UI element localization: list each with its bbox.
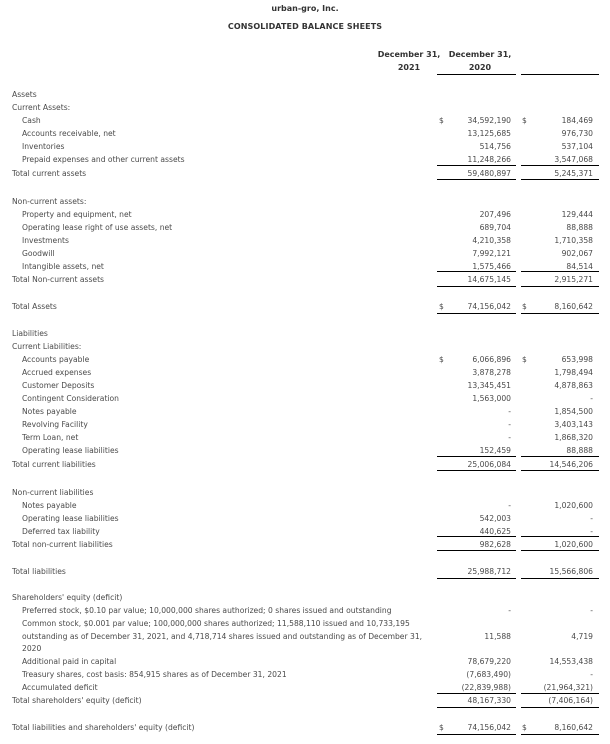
value-2020: - bbox=[590, 606, 593, 615]
table-row-total-liabilities bbox=[0, 566, 610, 578]
column-header-2020-line2: 2020 bbox=[468, 63, 492, 72]
row-label: Preferred stock, $0.10 par value; 10,000,000 shares authorized; 0 shares issued and outstanding bbox=[22, 606, 392, 615]
table-row-noncurrent-liabilities bbox=[0, 487, 610, 499]
row-label: Total liabilities and shareholders' equity (deficit) bbox=[12, 723, 195, 732]
value-2020: 976,730 bbox=[561, 129, 593, 138]
row-label: Revolving Facility bbox=[22, 420, 88, 429]
currency-symbol-2020: $ bbox=[522, 302, 527, 311]
table-row-property bbox=[0, 209, 610, 221]
table-row-common bbox=[0, 618, 610, 656]
rule-line bbox=[521, 550, 599, 551]
value-2020: 129,444 bbox=[561, 210, 593, 219]
table-row-rou-assets bbox=[0, 222, 610, 234]
value-2020: 88,888 bbox=[566, 223, 593, 232]
value-2021: 34,592,190 bbox=[467, 116, 511, 125]
row-label: Current Assets: bbox=[12, 103, 71, 112]
table-row-intangibles bbox=[0, 261, 610, 273]
table-row-accounts-receivable bbox=[0, 128, 610, 140]
value-2021: - bbox=[508, 407, 511, 416]
value-2020: 1,868,320 bbox=[554, 433, 593, 442]
value-2021: 13,345,451 bbox=[467, 381, 511, 390]
table-row-total-noncurrent-liabilities bbox=[0, 539, 610, 551]
row-label: Cash bbox=[22, 116, 41, 125]
rule-line bbox=[521, 165, 599, 166]
rule-line bbox=[437, 271, 516, 272]
row-label: Contingent Consideration bbox=[22, 394, 119, 403]
table-row-inventories bbox=[0, 141, 610, 153]
value-2021: (22,839,988) bbox=[461, 683, 511, 692]
value-2021: 25,988,712 bbox=[467, 567, 511, 576]
rule-line bbox=[521, 693, 599, 694]
table-row-liabilities bbox=[0, 328, 610, 340]
rule-line bbox=[437, 286, 516, 287]
table-row-current-assets bbox=[0, 102, 610, 114]
value-2020: 4,719 bbox=[571, 632, 593, 641]
row-label: Treasury shares, cost basis: 854,915 shares as of December 31, 2021 bbox=[22, 670, 287, 679]
value-2020: 88,888 bbox=[566, 446, 593, 455]
table-row-cash bbox=[0, 115, 610, 127]
value-2020: 1,020,600 bbox=[554, 540, 593, 549]
table-row-noncurrent-assets bbox=[0, 196, 610, 208]
rule-line bbox=[521, 734, 599, 735]
value-2020: 14,546,206 bbox=[549, 460, 593, 469]
value-2021: 7,992,121 bbox=[472, 249, 511, 258]
value-2021: 74,156,042 bbox=[467, 302, 511, 311]
currency-symbol-2021: $ bbox=[439, 302, 444, 311]
table-row-term-loan bbox=[0, 432, 610, 444]
table-row-total-current-assets bbox=[0, 168, 610, 180]
rule-line bbox=[521, 578, 599, 579]
value-2020: 8,160,642 bbox=[554, 302, 593, 311]
value-2021: 78,679,220 bbox=[467, 657, 511, 666]
value-2021: 1,563,000 bbox=[472, 394, 511, 403]
value-2021: 207,496 bbox=[479, 210, 511, 219]
value-2021: 59,480,897 bbox=[467, 169, 511, 178]
rule-line bbox=[437, 536, 516, 537]
rule-line bbox=[521, 313, 599, 314]
row-label: Inventories bbox=[22, 142, 65, 151]
row-label: Common stock, $0.001 par value; 100,000,000 shares authorized; 11,588,110 issued and 10,733,195 outstanding as of December 31, 2021, and 4,718,714 shares issued and outstanding as of December 31, 2020 bbox=[22, 619, 423, 653]
rule-line bbox=[437, 693, 516, 694]
table-row-revolving bbox=[0, 419, 610, 431]
row-label: Additional paid in capital bbox=[22, 657, 117, 666]
value-2021: 74,156,042 bbox=[467, 723, 511, 732]
rule-line bbox=[521, 179, 599, 180]
value-2021: 25,006,084 bbox=[467, 460, 511, 469]
row-label: Accounts receivable, net bbox=[22, 129, 116, 138]
row-label: Liabilities bbox=[12, 329, 48, 338]
row-label: Intangible assets, net bbox=[22, 262, 104, 271]
table-row-equity bbox=[0, 592, 610, 604]
row-label: Investments bbox=[22, 236, 69, 245]
value-2021: 11,248,266 bbox=[467, 155, 511, 164]
row-label: Customer Deposits bbox=[22, 381, 95, 390]
row-label: Accrued expenses bbox=[22, 368, 92, 377]
row-label: Operating lease liabilities bbox=[22, 446, 119, 455]
table-row-accounts-payable bbox=[0, 354, 610, 366]
table-row-notes-payable-c bbox=[0, 406, 610, 418]
value-2021: 48,167,330 bbox=[467, 696, 511, 705]
row-label: Total non-current liabilities bbox=[12, 540, 113, 549]
table-row-total-liab-equity bbox=[0, 722, 610, 734]
value-2020: 15,566,806 bbox=[549, 567, 593, 576]
table-row-op-lease-nc bbox=[0, 513, 610, 525]
value-2021: 689,704 bbox=[479, 223, 511, 232]
table-row-goodwill bbox=[0, 248, 610, 260]
value-2021: 152,459 bbox=[479, 446, 511, 455]
value-2021: 11,588 bbox=[484, 632, 511, 641]
value-2020: 537,104 bbox=[561, 142, 593, 151]
column-header-2021-line2: 2021 bbox=[397, 63, 421, 72]
rule-line bbox=[437, 470, 516, 471]
table-row-customer-deposits bbox=[0, 380, 610, 392]
row-label: Deferred tax liability bbox=[22, 527, 100, 536]
row-label: Total shareholders' equity (deficit) bbox=[12, 696, 142, 705]
rule-line bbox=[437, 707, 516, 708]
table-row-total-assets bbox=[0, 301, 610, 313]
value-2021: 982,628 bbox=[479, 540, 511, 549]
rule-line bbox=[521, 707, 599, 708]
value-2020: (7,406,164) bbox=[548, 696, 593, 705]
table-row-total-noncurrent-assets bbox=[0, 274, 610, 286]
table-row-notes-payable-nc bbox=[0, 500, 610, 512]
row-label: Accounts payable bbox=[22, 355, 90, 364]
table-row-total-equity bbox=[0, 695, 610, 707]
table-row-prepaid bbox=[0, 154, 610, 166]
rule-line bbox=[437, 313, 516, 314]
currency-symbol-2021: $ bbox=[439, 116, 444, 125]
value-2021: - bbox=[508, 433, 511, 442]
column-header-2020-line1: December 31, bbox=[448, 50, 512, 59]
value-2021: - bbox=[508, 606, 511, 615]
rule-line bbox=[521, 470, 599, 471]
value-2020: 3,547,068 bbox=[554, 155, 593, 164]
rule-line bbox=[437, 456, 516, 457]
rule-line bbox=[437, 550, 516, 551]
value-2020: 84,514 bbox=[566, 262, 593, 271]
row-label: Total Assets bbox=[12, 302, 57, 311]
value-2020: - bbox=[590, 394, 593, 403]
row-label: Notes payable bbox=[22, 501, 77, 510]
table-row-total-current-liabilities bbox=[0, 459, 610, 471]
column-header-2021 bbox=[376, 48, 442, 74]
value-2020: 1,710,358 bbox=[554, 236, 593, 245]
row-label: Total Non-current assets bbox=[12, 275, 105, 284]
value-2020: 653,998 bbox=[561, 355, 593, 364]
value-2020: 8,160,642 bbox=[554, 723, 593, 732]
row-label: Total liabilities bbox=[12, 567, 66, 576]
value-2020: - bbox=[590, 670, 593, 679]
column-header-2020 bbox=[447, 48, 513, 74]
rule-line bbox=[521, 271, 599, 272]
value-2021: (7,683,490) bbox=[466, 670, 511, 679]
row-label: Notes payable bbox=[22, 407, 77, 416]
currency-symbol-2021: $ bbox=[439, 723, 444, 732]
table-row-deferred-tax bbox=[0, 526, 610, 538]
table-row-treasury bbox=[0, 669, 610, 681]
value-2020: - bbox=[590, 527, 593, 536]
value-2020: 5,245,371 bbox=[554, 169, 593, 178]
row-label: Total current assets bbox=[12, 169, 87, 178]
company-name: urban-gro, Inc. bbox=[271, 4, 339, 13]
value-2020: 2,915,271 bbox=[554, 275, 593, 284]
value-2021: - bbox=[508, 420, 511, 429]
row-label: Assets bbox=[12, 90, 37, 99]
value-2020: 3,403,143 bbox=[554, 420, 593, 429]
value-2021: 14,675,145 bbox=[467, 275, 511, 284]
value-2020: 902,067 bbox=[561, 249, 593, 258]
value-2021: 13,125,685 bbox=[467, 129, 511, 138]
row-label: Operating lease right of use assets, net bbox=[22, 223, 173, 232]
table-row-accrued-expenses bbox=[0, 367, 610, 379]
value-2021: 514,756 bbox=[479, 142, 511, 151]
value-2021: 1,575,466 bbox=[472, 262, 511, 271]
value-2021: 3,878,278 bbox=[472, 368, 511, 377]
value-2021: 6,066,896 bbox=[472, 355, 511, 364]
row-label: Shareholders' equity (deficit) bbox=[12, 593, 123, 602]
table-row-assets bbox=[0, 89, 610, 101]
table-row-deficit bbox=[0, 682, 610, 694]
table-row-investments bbox=[0, 235, 610, 247]
currency-symbol-2020: $ bbox=[522, 116, 527, 125]
row-label: Total current liabilities bbox=[12, 460, 96, 469]
row-label: Non-current liabilities bbox=[12, 488, 94, 497]
table-row-apic bbox=[0, 656, 610, 668]
value-2020: 1,798,494 bbox=[554, 368, 593, 377]
currency-symbol-2020: $ bbox=[522, 355, 527, 364]
currency-symbol-2021: $ bbox=[439, 355, 444, 364]
rule-line bbox=[437, 179, 516, 180]
header-underline-2021 bbox=[437, 74, 516, 75]
value-2021: - bbox=[508, 501, 511, 510]
rule-line bbox=[437, 578, 516, 579]
rule-line bbox=[437, 165, 516, 166]
rule-line bbox=[521, 456, 599, 457]
value-2020: 14,553,438 bbox=[549, 657, 593, 666]
row-label: Operating lease liabilities bbox=[22, 514, 119, 523]
value-2021: 4,210,358 bbox=[472, 236, 511, 245]
row-label: Accumulated deficit bbox=[22, 683, 98, 692]
table-row-preferred bbox=[0, 605, 610, 617]
value-2021: 440,625 bbox=[479, 527, 511, 536]
value-2020: (21,964,321) bbox=[543, 683, 593, 692]
value-2020: 184,469 bbox=[561, 116, 593, 125]
table-row-current-liabilities bbox=[0, 341, 610, 353]
row-label: Term Loan, net bbox=[22, 433, 79, 442]
currency-symbol-2020: $ bbox=[522, 723, 527, 732]
rule-line bbox=[437, 734, 516, 735]
value-2021: 542,003 bbox=[479, 514, 511, 523]
header-underline-2020 bbox=[521, 74, 599, 75]
table-row-op-lease-c bbox=[0, 445, 610, 457]
column-header-2021-line1: December 31, bbox=[377, 50, 441, 59]
statement-title: CONSOLIDATED BALANCE SHEETS bbox=[227, 22, 383, 31]
row-label: Current Liabilities: bbox=[12, 342, 82, 351]
row-label: Property and equipment, net bbox=[22, 210, 132, 219]
value-2020: 4,878,863 bbox=[554, 381, 593, 390]
rule-line bbox=[521, 286, 599, 287]
value-2020: - bbox=[590, 514, 593, 523]
rule-line bbox=[521, 536, 599, 537]
value-2020: 1,020,600 bbox=[554, 501, 593, 510]
value-2020: 1,854,500 bbox=[554, 407, 593, 416]
row-label: Non-current assets: bbox=[12, 197, 87, 206]
row-label: Prepaid expenses and other current assets bbox=[22, 155, 185, 164]
row-label: Goodwill bbox=[22, 249, 55, 258]
table-row-contingent bbox=[0, 393, 610, 405]
